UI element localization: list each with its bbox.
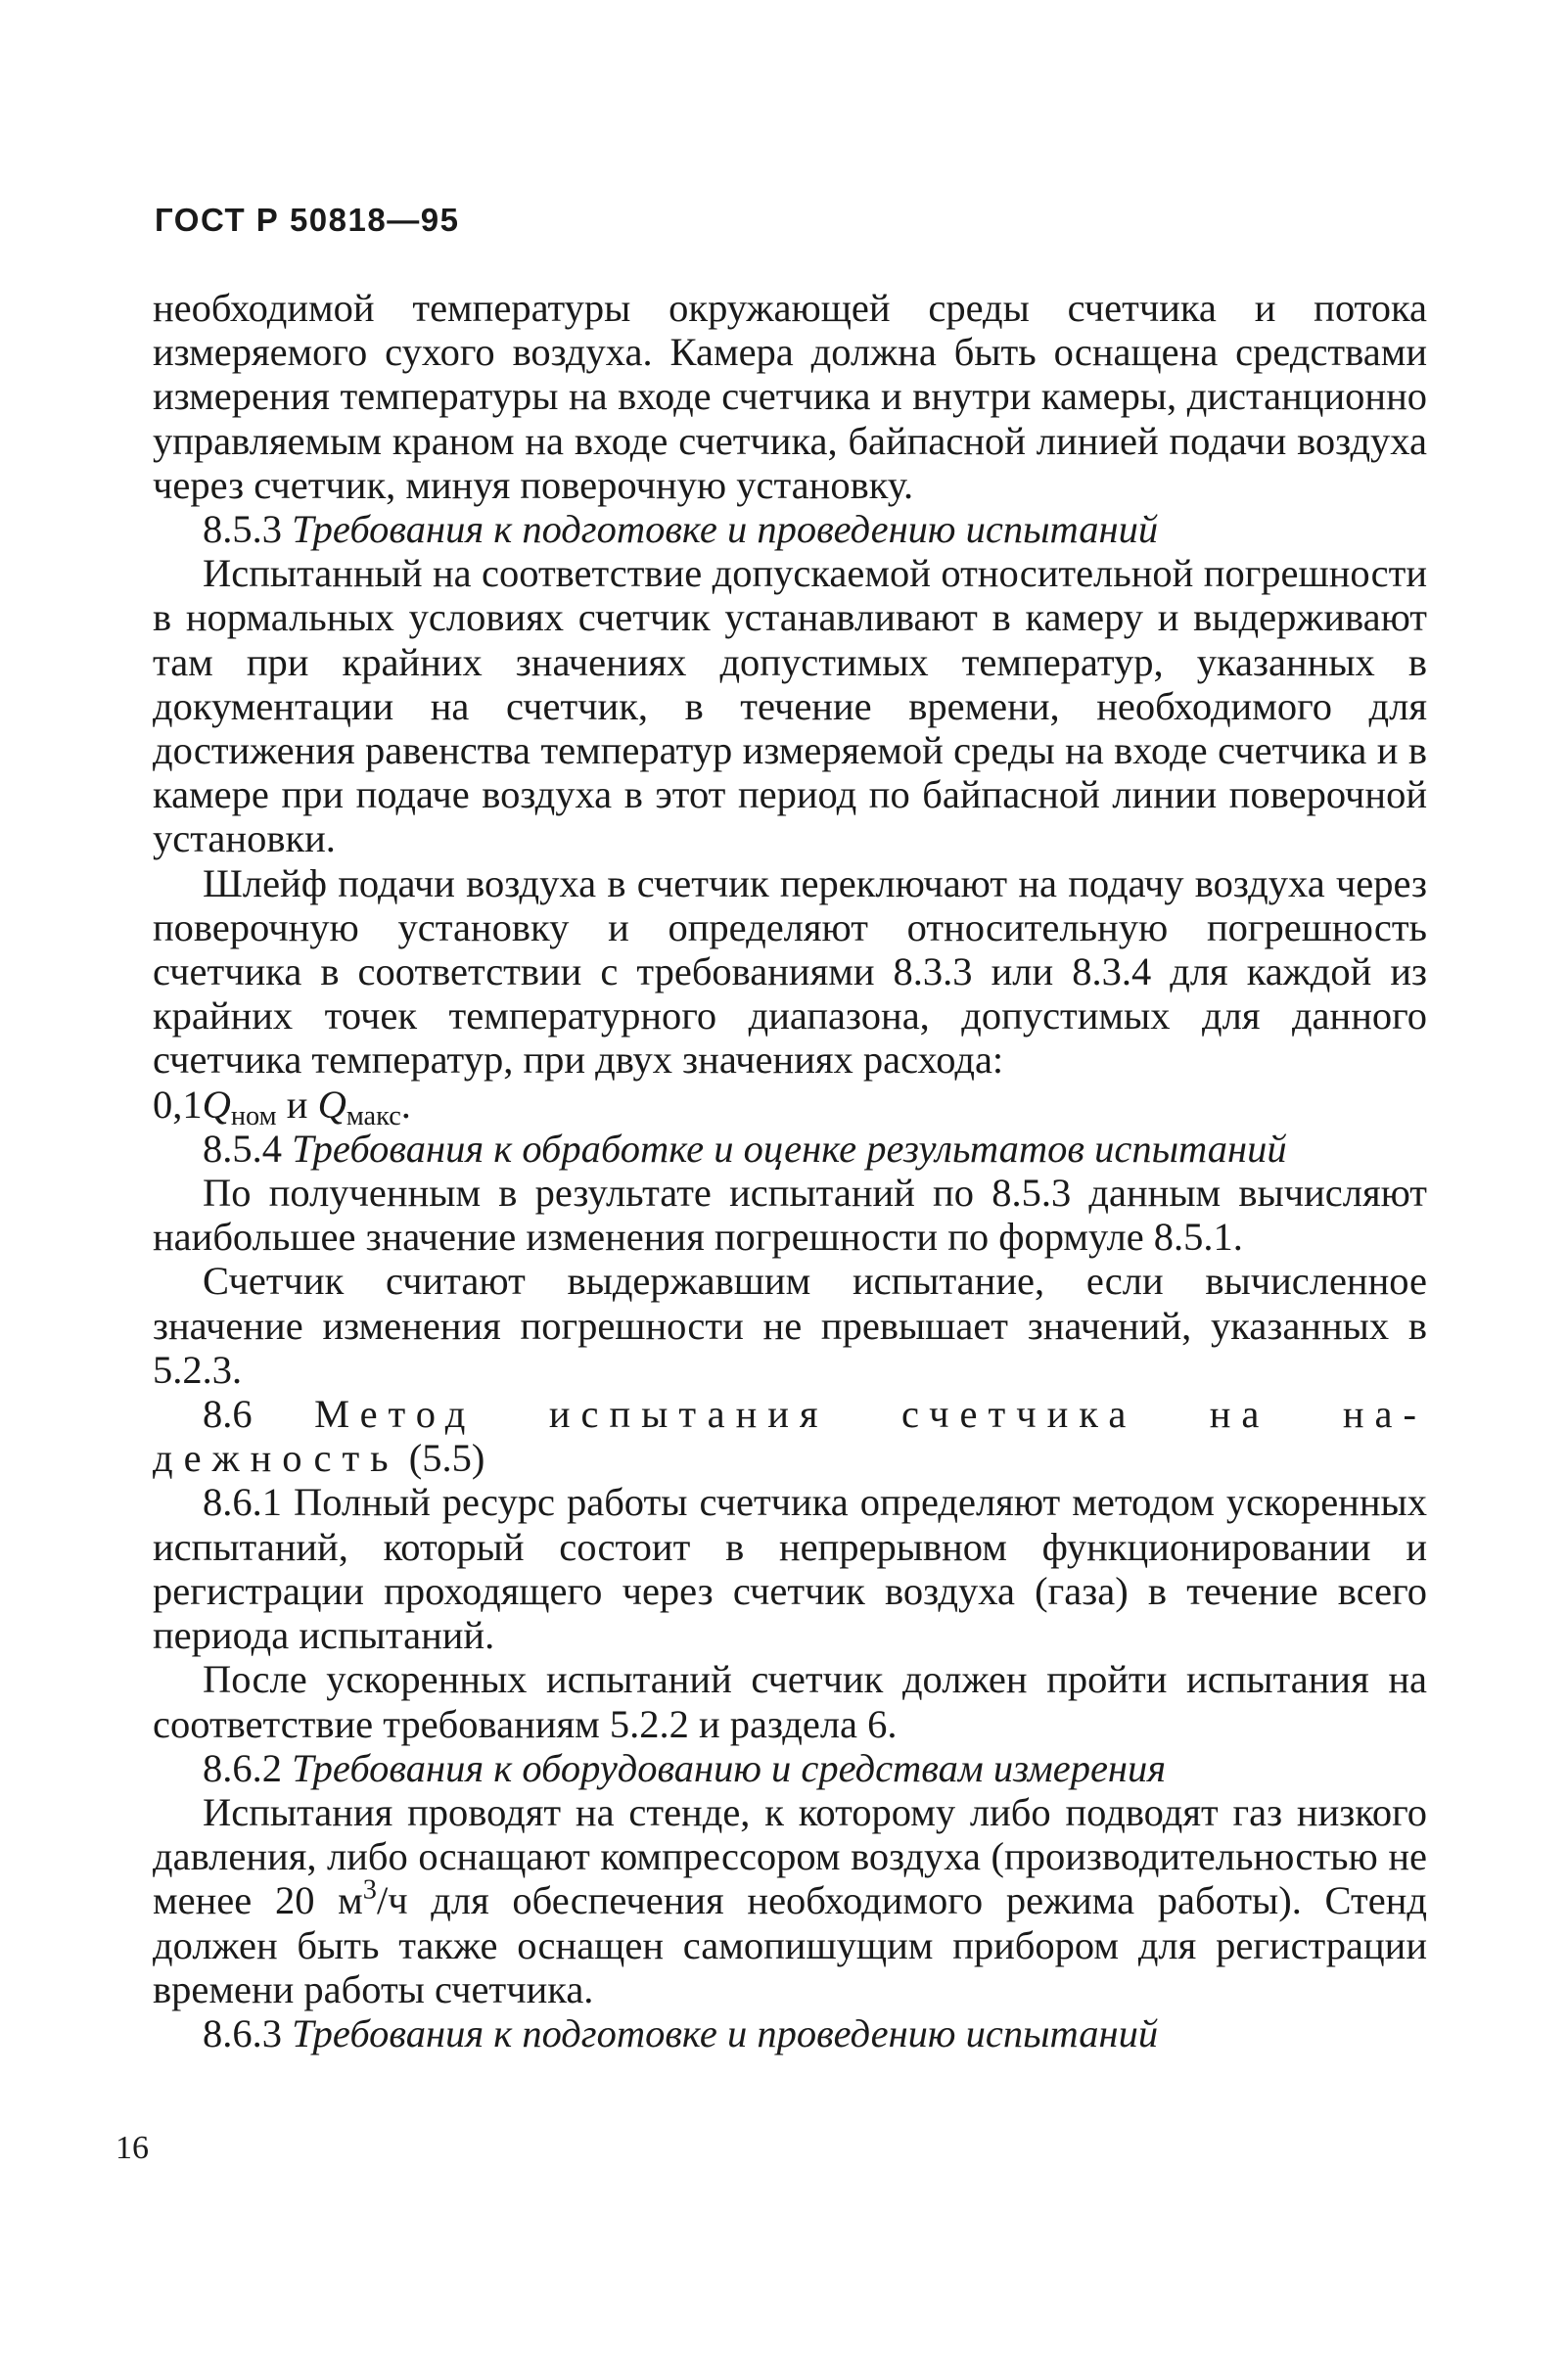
section-heading-8-6-line1 (153, 1392, 1427, 1436)
section-heading-8-5-3 (153, 507, 1427, 551)
section-number: 8.6.2 (203, 1745, 282, 1790)
superscript-3: 3 (362, 1874, 377, 1906)
section-number: 8.6 (203, 1392, 253, 1437)
paragraph (153, 1171, 1427, 1259)
paragraph-8-6-1 (153, 1480, 1427, 1657)
paragraph-text: Испытанный на соответствие допускаемой относительной погрешности в нормальных условиях счетчик устанавливают в камеру и выдерживают там при крайних значениях допустимых температур, указанных в документации на счетчик, в течение времени, необходимого для достижения равенства температур измеряемой среды на входе счетчика и в камере при подаче воздуха в этот период по байпасной линии поверочной установки. (153, 551, 1427, 861)
paragraph (153, 551, 1427, 860)
section-title-continued: дежность (153, 1436, 399, 1481)
section-number: 8.5.4 (203, 1126, 282, 1171)
document-body (153, 286, 1427, 2055)
paragraph-text: Счетчик считают выдержавшим испытание, если вычисленное значение изменения погрешности не превышает значений, указанных в 5.2.3. (153, 1259, 1427, 1392)
paragraph (153, 1657, 1427, 1745)
paragraph: Испытания проводят на стенде, к которому либо подводят газ низкого давления, либо оснащают компрессором воздуха (производительностью не менее 20 $м^3/ч$ для обеспечения необходимого режима работы). Стенд должен быть также оснащен самопишущим прибором для регистрации времени работы счетчика. (153, 1789, 1427, 2011)
section-number: 8.5.3 (203, 507, 282, 552)
paragraph-text: необходимой температуры окружающей среды счетчика и потока измеряемого сухого воздуха. Камера должна быть оснащена средствами измерения температуры на входе счетчика и внутри камеры, дистанционно управляемым краном на входе счетчика, байпасной линией подачи воздуха через счетчик, минуя поверочную установку. (153, 286, 1427, 507)
section-title: Требования к оборудованию и средствам измерения (292, 1745, 1167, 1790)
section-title: Требования к подготовке и проведению испытаний (292, 2010, 1159, 2055)
paragraph-text: После ускоренных испытаний счетчик должен пройти испытания на соответствие требованиям 5.2.2 и раздела 6. (153, 1657, 1427, 1746)
section-number: 8.6.3 (203, 2010, 282, 2055)
section-reference: (5.5) (408, 1436, 485, 1481)
formula-q-max: $Q_{макс}$ (317, 1082, 401, 1131)
paragraph-text: Шлейф подачи воздуха в счетчик переключают на подачу воздуха через поверочную установку и определяют относительную погрешность счетчика в соответствии с требованиями 8.3.3 или 8.3.4 для каждой из крайних точек температурного диапазона, допустимых для данного счетчика температур, при двух значениях расхода: (153, 860, 1427, 1083)
formula-q-nom: $0,1Q_{ном}$ (153, 1082, 277, 1131)
paragraph: Шлейф подачи воздуха в счетчик переключают на подачу воздуха через поверочную установку и определяют относительную погрешность счетчика в соответствии с требованиями 8.3.3 или 8.3.4 для каждой из крайних точек температурного диапазона, допустимых для данного счетчика температур, при двух значениях расхода: $0,1Q_{ном}$ и $Q_{макс}$. (153, 860, 1427, 1131)
document-header: ГОСТ Р 50818—95 (155, 202, 460, 238)
paragraph (153, 1259, 1427, 1392)
section-heading-8-6-3 (153, 2011, 1427, 2055)
paragraph-text: По полученным в результате испытаний по 8.5.3 данным вычисляют наибольшее значение изменения погрешности по формуле 8.5.1. (153, 1171, 1427, 1260)
section-heading-8-5-4 (153, 1127, 1427, 1171)
paragraph-text: 8.6.1 Полный ресурс работы счетчика определяют методом ускоренных испытаний, который состоит в непрерывном функционировании и регистрации проходящего через счетчик воздуха (газа) в течение всего периода испытаний. (153, 1480, 1427, 1658)
section-heading-8-6-2 (153, 1746, 1427, 1790)
section-title: Метод испытания счетчика на на- (314, 1392, 1427, 1437)
section-heading-8-6-line2 (153, 1436, 1427, 1480)
page-number: 16 (115, 2130, 149, 2166)
section-title: Требования к обработке и оценке результатов испытаний (292, 1126, 1287, 1171)
section-title: Требования к подготовке и проведению испытаний (292, 507, 1159, 552)
paragraph-continuation (153, 286, 1427, 507)
